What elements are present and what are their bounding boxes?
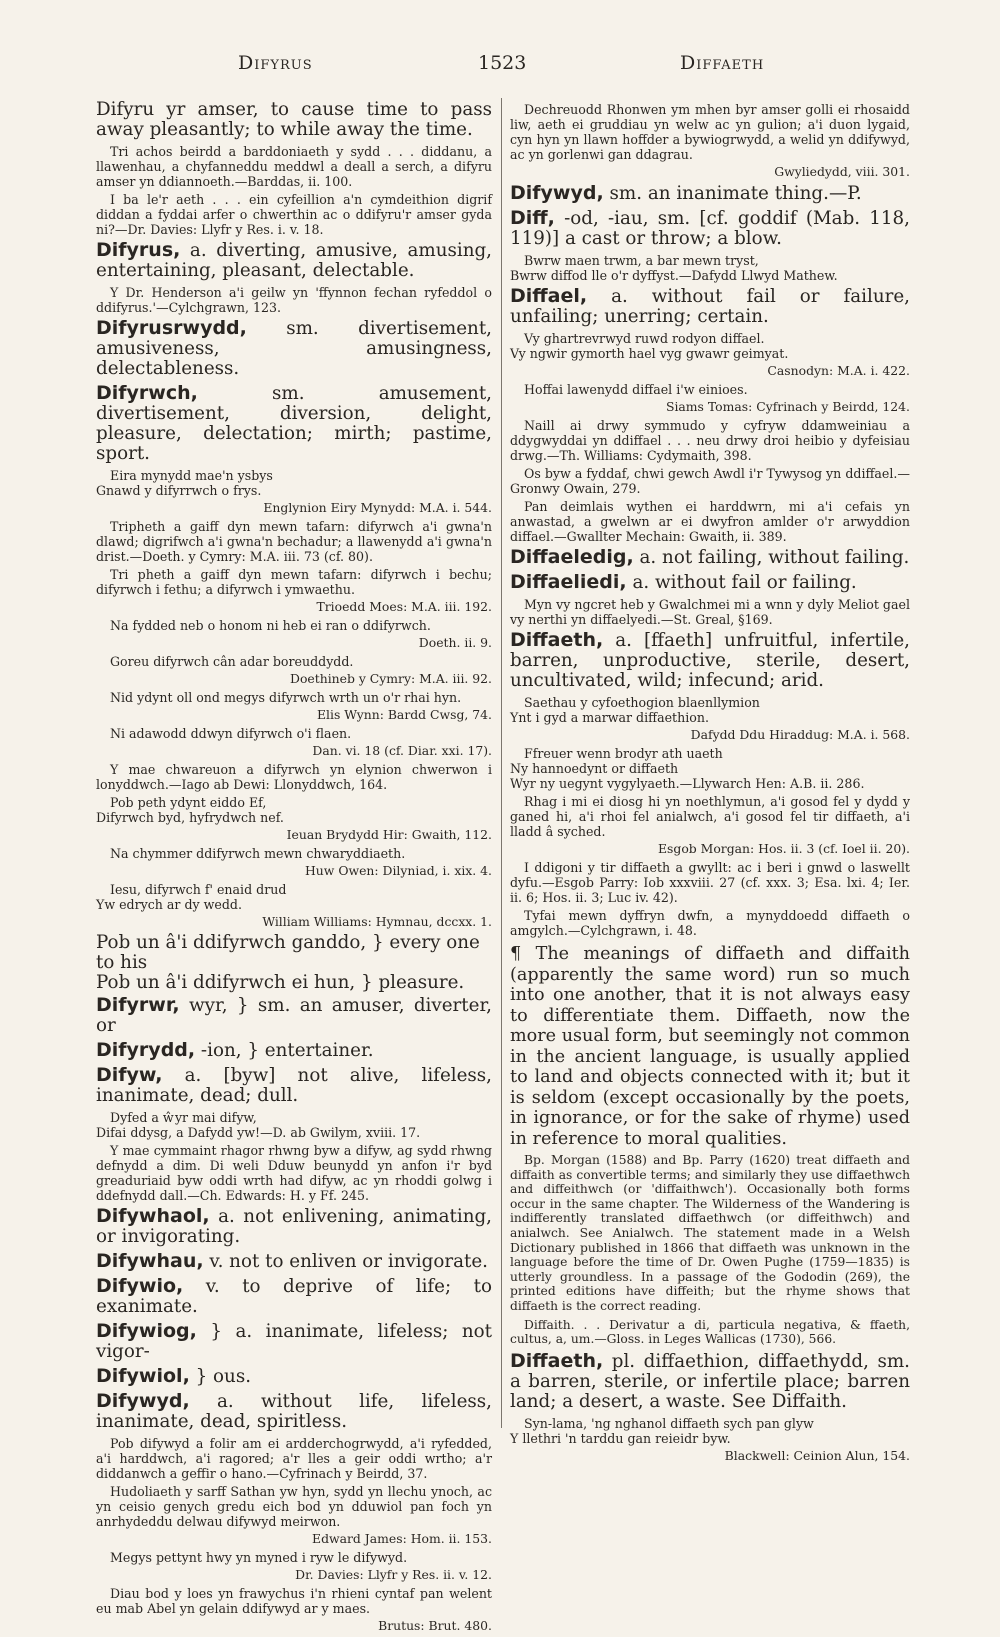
quotation: Nid ydynt oll ond megys difyrwch wrth un o'r rhai hyn. (110, 690, 462, 705)
headword: Difywiog, (96, 1320, 197, 1342)
right-column (510, 100, 910, 1467)
quotation: Na fydded neb o honom ni heb ei ran o ddifyrwch. (110, 618, 431, 633)
quotation: Syn-lama, 'ng nghanol diffaeth sych pan glyw Y llethri 'n tarddu gan reieidr byw. (510, 1415, 814, 1446)
quotation: Pan deimlais wythen ei harddwrn, mi a'i cefais yn anwastad, a gwelwn ar ei dwyfron amlder o'r arwyddion diffael.—Gwallter Mechain: Gwaith, ii. 389. (510, 499, 910, 544)
quotation: Hudoliaeth y sarff Sathan yw hyn, sydd yn llechu ynoch, ac yn ceisio genych gredu eich bod yn dduwiol pan foch yn anrhydeddu delwau difywyd meirwon. (96, 1484, 492, 1529)
definition: } ous. (189, 1366, 252, 1387)
definition: a. without fail or failure, unfailing; unerring; certain. (510, 286, 910, 327)
phrase-pair: Pob un â'i ddifyrwch ganddo, } every one to his Pob un â'i ddifyrwch ei hun, } pleasure. (96, 932, 480, 993)
citation-source: Doethineb y Cymry: M.A. iii. 92. (290, 671, 492, 686)
citation-source: Dafydd Ddu Hiraddug: M.A. i. 568. (690, 727, 910, 742)
quotation: Diau bod y loes yn frawychus i'n rhieni cyntaf pan welent eu mab Abel yn gelain ddifywyd ar y maes. (96, 1586, 492, 1616)
headword: Diffaeth, (510, 629, 604, 651)
definition: sm. an inanimate thing.—P. (603, 183, 862, 204)
citation-source: Dan. vi. 18 (cf. Diar. xxi. 17). (312, 743, 492, 758)
headword: Difyw, (96, 1064, 163, 1086)
definition: a. not failing, without failing. (633, 547, 910, 568)
page-number: 1523 (478, 52, 527, 74)
quotation: Iesu, difyrwch f' enaid drud Yw edrych ar dy wedd. (96, 882, 287, 912)
citation-source: Brutus: Brut. 480. (378, 1618, 492, 1633)
headword-entry (510, 183, 910, 204)
headword-entry (96, 1206, 492, 1247)
column-divider (501, 98, 502, 1428)
headword: Difywyd, (510, 182, 604, 204)
citation-source: Huw Owen: Dilyniad, i. xix. 4. (305, 863, 492, 878)
definition: -ion, } entertainer. (195, 1040, 374, 1061)
headword: Diffael, (510, 285, 588, 307)
quotation: Megys pettynt hwy yn myned i ryw le difywyd. (110, 1550, 408, 1565)
quotation: Ni adawodd ddwyn difyrwch o'i flaen. (110, 726, 352, 741)
quotation: Y mae cymmaint rhagor rhwng byw a difyw, ag sydd rhwng defnydd a dim. Di weli Dduw beunydd yn anfon i'r byd greaduriaid byw oddi wrth had difyw, ac yn rhoddi golwg i ddefnydd dall.—Ch. Edwards: H. y Ff. 245. (96, 1143, 492, 1203)
citation-source: Ieuan Brydydd Hir: Gwaith, 112. (286, 827, 492, 842)
quotation: Goreu difyrwch cân adar boreuddydd. (110, 654, 354, 669)
headword: Difywio, (96, 1275, 184, 1297)
headword: Difyrydd, (96, 1039, 196, 1061)
headword-entry (510, 208, 910, 249)
citation-source: Esgob Morgan: Hos. ii. 3 (cf. Ioel ii. 20). (658, 841, 910, 856)
definition: } a. inanimate, lifeless; not vigor- (96, 1321, 492, 1362)
headword: Difywiol, (96, 1365, 190, 1387)
headword-entry (96, 995, 492, 1036)
headword-entry (96, 1065, 492, 1106)
headword: Difywyd, (96, 1390, 190, 1412)
headword-entry (96, 240, 492, 281)
quotation: Pob peth ydynt eiddo Ef, Difyrwch byd, hyfrydwch nef. (96, 795, 284, 825)
headword-entry (96, 1321, 492, 1362)
quotation: Tyfai mewn dyffryn dwfn, a mynyddoedd diffaeth o amgylch.—Cylchgrawn, i. 48. (510, 908, 910, 938)
definition: sm. divertisement, amusiveness, amusingness, delectableness. (96, 318, 492, 379)
definition: a. diverting, amusive, amusing, entertaining, pleasant, delectable. (96, 240, 492, 281)
quotation: Tri achos beirdd a barddoniaeth y sydd . . . diddanu, a llawenhau, a chyfanneddu meddwl a deall a serch, a difyru amser yn ddiannoeth.—Barddas, ii. 100. (96, 144, 492, 189)
quotation: Tri pheth a gaiff dyn mewn tafarn: difyrwch i bechu; difyrwch i fethu; a difyrwch i ymwaethu. (96, 567, 492, 597)
quotation: I ddigoni y tir diffaeth a gwyllt: ac i beri i gnwd o laswellt dyfu.—Esgob Parry: Iob xxxviii. 27 (cf. xxx. 3; Esa. lxi. 4; Ier. ii. 6; Hos. ii. 3; Luc iv. 42). (510, 860, 910, 905)
headword: Difywhau, (96, 1250, 204, 1272)
headword: Diffaeth, (510, 1349, 604, 1372)
headword: Difyrwr, (96, 994, 180, 1016)
headword: Difyrusrwydd, (96, 317, 247, 339)
definition: a. not enlivening, animating, or invigorating. (96, 1206, 492, 1247)
citation-source: Trioedd Moes: M.A. iii. 192. (316, 599, 492, 614)
headword-entry (96, 100, 492, 140)
headword: Difywhaol, (96, 1205, 210, 1227)
citation-source: Siams Tomas: Cyfrinach y Beirdd, 124. (665, 399, 910, 414)
headword-entry (96, 1251, 492, 1272)
quotation: Dechreuodd Rhonwen ym mhen byr amser golli ei rhosaidd liw, aeth ei gruddiau yn welw ac yn gulion; a'i duon lygaid, cyn hyn yn llawn hoffder a bywiogrwydd, a welid yn ddifywyd, ac yn gorlenwi gan ddagrau. (510, 102, 910, 162)
definition: wyr, } sm. an amuser, diverter, or (96, 995, 492, 1036)
headword-entry (96, 383, 492, 464)
headword: Diffaeliedi, (510, 571, 627, 593)
note-detail: Diffaith. . . Derivatur a di, particula negativa, & ffaeth, cultus, a, um.—Gloss. in Leges Wallicas (1730), 566. (510, 1317, 910, 1347)
headword-entry (96, 1366, 492, 1387)
citation-source: Edward James: Hom. ii. 153. (312, 1531, 492, 1546)
definition: a. [byw] not alive, lifeless, inanimate, dead; dull. (96, 1065, 492, 1106)
headword-entry (510, 572, 910, 593)
quotation: Rhag i mi ei diosg hi yn noethlymun, a'i gosod fel y dydd y ganed hi, a'i rhoi fel anialwch, a'i gosod fel tir diffaeth, a'i lladd â syched. (510, 794, 910, 839)
quotation: Os byw a fyddaf, chwi gewch Awdl i'r Tywysog yn ddiffael.—Gronwy Owain, 279. (510, 466, 910, 496)
headword-entry (510, 630, 910, 691)
citation-source: Blackwell: Ceinion Alun, 154. (724, 1447, 910, 1463)
headword-entry (510, 1351, 910, 1412)
citation-source: Elis Wynn: Bardd Cwsg, 74. (317, 707, 492, 722)
headword: Difyrwch, (96, 382, 198, 404)
definition: pl. diffaethion, diffaethydd, sm. a barren, sterile, or infertile place; barren land; a desert, a waste. See Diffaith. (510, 1350, 910, 1412)
running-head-left: Difyrus (238, 52, 313, 74)
quotation: Na chymmer ddifyrwch mewn chwaryddiaeth. (110, 846, 406, 861)
citation-source: Englynion Eiry Mynydd: M.A. i. 544. (263, 500, 492, 515)
headword-entry (510, 286, 910, 327)
headword-entry (96, 1276, 492, 1317)
quotation: I ba le'r aeth . . . ein cyfeillion a'n cymdeithion digrif diddan a fyddai arfer o chwerthin ac o ddifyru'r amser gyda ni?—Dr. Davies: Llyfr y Res. i. v. 18. (96, 192, 492, 237)
citation-source: Doeth. ii. 9. (418, 635, 492, 650)
quotation: Ffreuer wenn brodyr ath uaeth Ny hannoedynt or diffaeth Wyr ny uegynt vygylyaeth.—Llywarch Hen: A.B. ii. 286. (510, 746, 865, 791)
quotation: Eira mynydd mae'n ysbys Gnawd y difyrrwch o frys. (96, 468, 273, 498)
headword: Diffaeledig, (510, 546, 634, 568)
citation-source: Casnodyn: M.A. i. 422. (767, 363, 910, 378)
definition: Difyru yr amser, to cause time to pass away pleasantly; to while away the time. (96, 99, 492, 140)
definition: v. to deprive of life; to exanimate. (96, 1276, 492, 1317)
quotation: Y Dr. Henderson a'i geilw yn 'ffynnon fechan ryfeddol o ddifyrus.'—Cylchgrawn, 123. (96, 285, 492, 315)
quotation: Pob difywyd a folir am ei ardderchogrwydd, a'i ryfedded, a'i harddwch, a'i ragored; a'r lles a geir oddi wrtho; a'r diddanwch a geffir o hano.—Cyfrinach y Beirdd, 37. (96, 1436, 492, 1481)
definition: sm. amusement, divertisement, diversion, delight, pleasure, delectation; mirth; pastime, sport. (96, 383, 492, 464)
headword-entry (96, 318, 492, 379)
definition: a. without fail or failing. (626, 572, 857, 593)
definition: a. [ffaeth] unfruitful, infertile, barren, unproductive, sterile, desert, uncultivated, wild; infecund; arid. (510, 630, 910, 691)
quotation: Tripheth a gaiff dyn mewn tafarn: difyrwch a'i gwna'n dlawd; digrifwch a'i gwna'n bechadur; a llawenydd a'i gwna'n drist.—Doeth. y Cymry: M.A. iii. 73 (cf. 80). (96, 519, 492, 564)
headword: Difyrus, (96, 239, 181, 261)
citation-source: Dr. Davies: Llyfr y Res. ii. v. 12. (295, 1567, 492, 1582)
note-detail: Bp. Morgan (1588) and Bp. Parry (1620) treat diffaeth and diffaith as convertible terms; and similarly they use diffaethwch and diffeithwch (or 'diffaithwch'). Occasionally both forms occur in the same chapter. The Wilderness of the Wandering is indifferently translated diffaethwch (or diffeithwch) and anialwch. See Anialwch. The statement made in a Welsh Dictionary published in 1866 that diffaeth was unknown in the language before the time of Dr. Owen Pughe (1759—1835) is utterly groundless. In a passage of the Gododin (269), the printed editions have diffeith; but the rhyme shows that diffaeth is the correct reading. (510, 1153, 910, 1313)
quotation: Naill ai drwy symmudo y cyfryw ddamweiniau a ddygwyddai yn ddiffael . . . neu drwy droi heibio y dyfeisiau drwg.—Th. Williams: Cydymaith, 398. (510, 418, 910, 463)
definition: v. not to enliven or invigorate. (203, 1251, 488, 1272)
quotation: Myn vy ngcret heb y Gwalchmei mi a wnn y dyly Meliot gael vy nerthi yn diffaelyedi.—St. Greal, §169. (510, 597, 910, 627)
citation-source: Gwyliedydd, viii. 301. (774, 164, 910, 179)
quotation: Hoffai lawenydd diffael i'w einioes. (524, 382, 748, 397)
definition: -od, -iau, sm. [cf. goddif (Mab. 118, 119)] a cast or throw; a blow. (510, 208, 910, 249)
citation-source: William Williams: Hymnau, dccxx. 1. (262, 914, 492, 929)
headword: Diff, (510, 207, 555, 229)
headword-entry (96, 1391, 492, 1432)
definition: a. without life, lifeless, inanimate, dead, spiritless. (96, 1391, 492, 1432)
headword-entry (96, 1040, 492, 1061)
quotation: Vy ghartrevrwyd ruwd rodyon diffael. Vy ngwir gymorth hael vyg gwawr geimyat. (510, 331, 789, 361)
quotation: Dyfed a ŵyr mai difyw, Difai ddysg, a Dafydd yw!—D. ab Gwilym, xviii. 17. (96, 1110, 421, 1140)
left-column (96, 100, 492, 1637)
usage-note: ¶ The meanings of diffaeth and diffaith (apparently the same word) run so much into one another, that it is not always easy to differentiate them. Diffaeth, now the more usual form, but seemingly not common in the ancient language, is usually applied to land and objects connected with it; but it is seldom (except occasionally by the poets, in ignorance, or for the sake of rhyme) used in reference to moral qualities. (510, 944, 910, 1149)
headword-entry (510, 547, 910, 568)
running-head-right: Diffaeth (680, 52, 765, 74)
quotation: Y mae chwareuon a difyrwch yn elynion chwerwon i lonyddwch.—Iago ab Dewi: Llonyddwch, 164. (96, 762, 492, 792)
quotation: Bwrw maen trwm, a bar mewn tryst, Bwrw diffod lle o'r dyffyst.—Dafydd Llwyd Mathew. (510, 253, 838, 283)
quotation: Saethau y cyfoethogion blaenllymion Ynt i gyd a marwar diffaethion. (510, 695, 760, 725)
